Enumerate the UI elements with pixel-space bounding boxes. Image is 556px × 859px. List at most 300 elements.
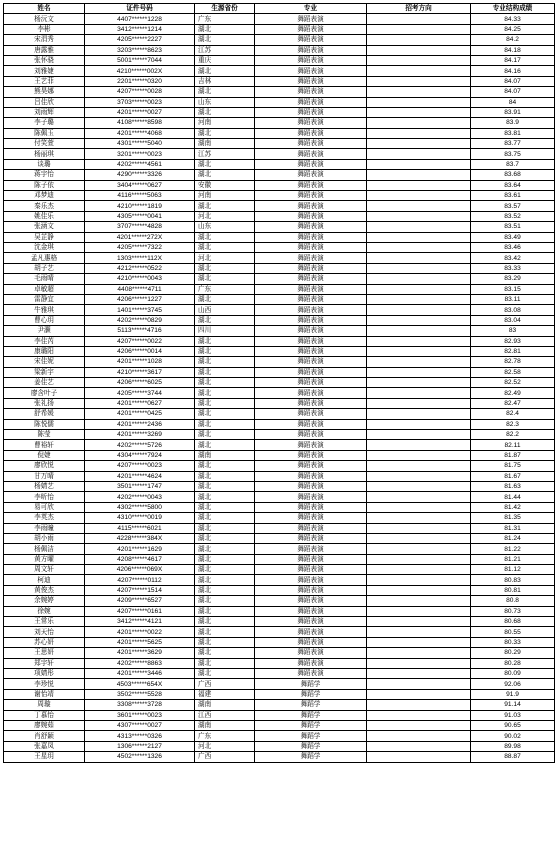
cell-id: 4207******0112 [85,575,195,585]
cell-direction [367,170,471,180]
cell-major: 舞蹈学 [255,700,367,710]
cell-direction [367,191,471,201]
cell-direction [367,242,471,252]
cell-province: 湖北 [195,585,255,595]
cell-id: 4206******0014 [85,346,195,356]
cell-id: 4305******0041 [85,211,195,221]
cell-score: 82.52 [471,378,555,388]
cell-major: 舞蹈表演 [255,170,367,180]
table-row [4,679,555,689]
cell-direction [367,419,471,429]
cell-score: 83.29 [471,274,555,284]
cell-major: 舞蹈表演 [255,35,367,45]
cell-name: 郑宇轩 [4,658,85,668]
cell-id: 3203******8623 [85,45,195,55]
cell-id: 4202******0829 [85,315,195,325]
cell-name: 徐婉 [4,606,85,616]
table-row [4,180,555,190]
cell-major: 舞蹈学 [255,679,367,689]
cell-province: 湖北 [195,242,255,252]
cell-name: 孟凡惠格 [4,253,85,263]
cell-score: 81.75 [471,461,555,471]
cell-name: 李子璐 [4,118,85,128]
cell-id: 4208******4617 [85,554,195,564]
cell-name: 舒希媛 [4,409,85,419]
table-row [4,617,555,627]
cell-name: 柯迪 [4,575,85,585]
cell-province: 湖北 [195,554,255,564]
cell-direction [367,575,471,585]
cell-score: 88.87 [471,752,555,762]
table-row [4,669,555,679]
cell-direction [367,596,471,606]
table-row [4,398,555,408]
cell-province: 湖北 [195,201,255,211]
cell-name: 陈莹 [4,430,85,440]
cell-id: 4201******272X [85,232,195,242]
cell-major: 舞蹈表演 [255,24,367,34]
cell-id: 4502******1326 [85,752,195,762]
cell-major: 舞蹈表演 [255,284,367,294]
cell-name: 易可欣 [4,502,85,512]
cell-name: 张嘉凤 [4,741,85,751]
cell-province: 河北 [195,741,255,751]
cell-direction [367,606,471,616]
cell-score: 82.81 [471,346,555,356]
table-row [4,284,555,294]
cell-province: 湖南 [195,720,255,730]
cell-score: 89.98 [471,741,555,751]
table-row [4,627,555,637]
header-score: 专业结构成绩 [471,4,555,14]
cell-score: 84.17 [471,55,555,65]
cell-province: 湖北 [195,461,255,471]
cell-score: 80.09 [471,669,555,679]
table-row [4,585,555,595]
cell-direction [367,66,471,76]
cell-direction [367,461,471,471]
table-row [4,731,555,741]
table-row [4,191,555,201]
cell-id: 3201******0023 [85,149,195,159]
cell-province: 湖北 [195,627,255,637]
cell-province: 湖北 [195,648,255,658]
cell-name: 蒋宇怡 [4,170,85,180]
cell-major: 舞蹈表演 [255,544,367,554]
cell-province: 湖北 [195,128,255,138]
cell-score: 83.61 [471,191,555,201]
table-row [4,689,555,699]
cell-score: 82.4 [471,409,555,419]
cell-name: 余婉婷 [4,596,85,606]
cell-major: 舞蹈学 [255,710,367,720]
cell-name: 雷静宜 [4,294,85,304]
cell-direction [367,232,471,242]
cell-major: 舞蹈表演 [255,315,367,325]
cell-major: 舞蹈表演 [255,76,367,86]
table-row [4,658,555,668]
table-row [4,471,555,481]
cell-major: 舞蹈学 [255,720,367,730]
cell-id: 4212******0522 [85,263,195,273]
cell-name: 杨婧艺 [4,481,85,491]
cell-score: 82.78 [471,357,555,367]
cell-score: 83.11 [471,294,555,304]
cell-name: 康璐阳 [4,346,85,356]
cell-direction [367,315,471,325]
table-row [4,159,555,169]
cell-id: 4210******3617 [85,367,195,377]
cell-major: 舞蹈表演 [255,118,367,128]
cell-province: 重庆 [195,55,255,65]
cell-major: 舞蹈表演 [255,336,367,346]
cell-id: 4201******4068 [85,128,195,138]
cell-id: 4201******3446 [85,669,195,679]
cell-major: 舞蹈表演 [255,481,367,491]
cell-name: 熊昊娜 [4,87,85,97]
cell-name: 杨丽琪 [4,149,85,159]
cell-score: 83.91 [471,107,555,117]
cell-major: 舞蹈表演 [255,606,367,616]
cell-score: 84.16 [471,66,555,76]
cell-province: 湖北 [195,159,255,169]
cell-score: 80.33 [471,637,555,647]
cell-id: 4207******0161 [85,606,195,616]
cell-direction [367,502,471,512]
cell-id: 4115******6021 [85,523,195,533]
cell-id: 4210******0043 [85,274,195,284]
cell-name: 牛雅琪 [4,305,85,315]
cell-score: 82.11 [471,440,555,450]
cell-id: 4207******0022 [85,336,195,346]
cell-score: 80.81 [471,585,555,595]
cell-province: 江西 [195,710,255,720]
cell-province: 湖北 [195,24,255,34]
table-row [4,492,555,502]
cell-province: 广东 [195,284,255,294]
table-row [4,606,555,616]
cell-province: 湖北 [195,637,255,647]
cell-direction [367,284,471,294]
cell-name: 陈子依 [4,180,85,190]
cell-id: 4207******0023 [85,461,195,471]
cell-direction [367,159,471,169]
cell-direction [367,263,471,273]
cell-major: 舞蹈表演 [255,139,367,149]
cell-major: 舞蹈表演 [255,533,367,543]
header-province: 生源省份 [195,4,255,14]
cell-direction [367,149,471,159]
table-row [4,139,555,149]
cell-name: 卓敏超 [4,284,85,294]
cell-major: 舞蹈表演 [255,617,367,627]
cell-id: 4116******5063 [85,191,195,201]
cell-id: 4108******8598 [85,118,195,128]
cell-province: 湖北 [195,378,255,388]
cell-id: 4201******4624 [85,471,195,481]
cell-id: 4201******5625 [85,637,195,647]
cell-major: 舞蹈表演 [255,575,367,585]
cell-direction [367,513,471,523]
cell-direction [367,118,471,128]
cell-score: 91.03 [471,710,555,720]
cell-direction [367,14,471,24]
cell-province: 湖北 [195,606,255,616]
cell-score: 84.2 [471,35,555,45]
cell-province: 湖北 [195,388,255,398]
table-row [4,346,555,356]
table-row [4,14,555,24]
cell-direction [367,565,471,575]
cell-score: 83.77 [471,139,555,149]
table-row [4,430,555,440]
cell-name: 廖婉茹 [4,720,85,730]
cell-province: 河北 [195,253,255,263]
cell-major: 舞蹈学 [255,741,367,751]
cell-direction [367,45,471,55]
cell-province: 湖北 [195,565,255,575]
cell-direction [367,388,471,398]
table-row [4,294,555,304]
cell-direction [367,398,471,408]
cell-direction [367,305,471,315]
header-id: 证件号码 [85,4,195,14]
cell-province: 山西 [195,305,255,315]
cell-direction [367,544,471,554]
cell-direction [367,294,471,304]
cell-name: 梁新宇 [4,367,85,377]
table-row [4,336,555,346]
cell-major: 舞蹈表演 [255,440,367,450]
cell-name: 周文轩 [4,565,85,575]
cell-major: 舞蹈学 [255,752,367,762]
cell-direction [367,741,471,751]
cell-name: 邓梦迪 [4,191,85,201]
cell-province: 湖北 [195,596,255,606]
cell-name: 唐露雅 [4,45,85,55]
cell-direction [367,700,471,710]
cell-score: 81.63 [471,481,555,491]
cell-id: 4304******7924 [85,450,195,460]
cell-id: 4206******069X [85,565,195,575]
table-row [4,575,555,585]
cell-direction [367,523,471,533]
cell-direction [367,627,471,637]
table-row [4,253,555,263]
cell-direction [367,440,471,450]
table-row [4,274,555,284]
cell-score: 82.93 [471,336,555,346]
cell-province: 湖北 [195,481,255,491]
header-name: 姓名 [4,4,85,14]
cell-name: 姜佳艺 [4,378,85,388]
cell-name: 吴芷静 [4,232,85,242]
cell-name: 王星玥 [4,752,85,762]
cell-province: 山东 [195,97,255,107]
table-row [4,710,555,720]
cell-id: 4206******1227 [85,294,195,304]
cell-major: 舞蹈表演 [255,222,367,232]
cell-province: 福建 [195,689,255,699]
cell-province: 河北 [195,211,255,221]
cell-province: 湖北 [195,263,255,273]
table-row [4,533,555,543]
cell-name: 毛雨晴 [4,274,85,284]
cell-id: 4210******002X [85,66,195,76]
cell-direction [367,222,471,232]
cell-province: 湖北 [195,398,255,408]
cell-province: 湖北 [195,274,255,284]
cell-id: 4201******1028 [85,357,195,367]
cell-direction [367,378,471,388]
cell-major: 舞蹈学 [255,731,367,741]
cell-score: 91.9 [471,689,555,699]
cell-direction [367,76,471,86]
cell-province: 广西 [195,752,255,762]
cell-name: 王常乐 [4,617,85,627]
cell-major: 舞蹈表演 [255,305,367,315]
cell-score: 83.68 [471,170,555,180]
cell-id: 4205******7322 [85,242,195,252]
cell-id: 4205******3744 [85,388,195,398]
header-direction: 招考方向 [367,4,471,14]
cell-name: 胡小雨 [4,533,85,543]
cell-major: 舞蹈表演 [255,585,367,595]
cell-id: 5001******7044 [85,55,195,65]
cell-major: 舞蹈表演 [255,492,367,502]
cell-id: 5113******4716 [85,326,195,336]
cell-id: 1303******112X [85,253,195,263]
cell-major: 舞蹈表演 [255,97,367,107]
cell-province: 江苏 [195,45,255,55]
cell-province: 河南 [195,191,255,201]
table-row [4,513,555,523]
cell-direction [367,492,471,502]
cell-name: 宋涓秀 [4,35,85,45]
cell-major: 舞蹈学 [255,689,367,699]
cell-province: 湖北 [195,346,255,356]
cell-major: 舞蹈表演 [255,66,367,76]
cell-name: 刘雅婕 [4,66,85,76]
cell-id: 4201******0627 [85,398,195,408]
cell-score: 84.07 [471,76,555,86]
table-row [4,523,555,533]
cell-name: 张怀骁 [4,55,85,65]
cell-direction [367,450,471,460]
cell-direction [367,253,471,263]
cell-score: 83 [471,326,555,336]
table-row [4,648,555,658]
cell-province: 湖北 [195,617,255,627]
table-row [4,637,555,647]
cell-name: 付笑萱 [4,139,85,149]
cell-province: 广东 [195,14,255,24]
cell-name: 杨沅文 [4,14,85,24]
cell-name: 张涵文 [4,222,85,232]
cell-major: 舞蹈表演 [255,346,367,356]
cell-major: 舞蹈表演 [255,596,367,606]
cell-direction [367,752,471,762]
table-row [4,315,555,325]
cell-major: 舞蹈表演 [255,523,367,533]
cell-major: 舞蹈表演 [255,274,367,284]
cell-score: 82.2 [471,430,555,440]
cell-score: 83.57 [471,201,555,211]
table-row [4,222,555,232]
table-row [4,388,555,398]
cell-score: 84.18 [471,45,555,55]
table-row [4,326,555,336]
cell-score: 83.9 [471,118,555,128]
table-row [4,565,555,575]
cell-name: 苏心妍 [4,637,85,647]
table-row [4,596,555,606]
cell-major: 舞蹈表演 [255,378,367,388]
cell-direction [367,24,471,34]
cell-id: 4407******1228 [85,14,195,24]
cell-direction [367,648,471,658]
table-row [4,263,555,273]
cell-name: 胡子艺 [4,263,85,273]
table-row [4,107,555,117]
cell-province: 湖北 [195,658,255,668]
cell-score: 80.55 [471,627,555,637]
cell-score: 80.83 [471,575,555,585]
cell-major: 舞蹈表演 [255,669,367,679]
cell-major: 舞蹈表演 [255,450,367,460]
cell-score: 81.22 [471,544,555,554]
cell-name: 吕佳欣 [4,97,85,107]
cell-id: 4202******0043 [85,492,195,502]
cell-province: 广西 [195,679,255,689]
table-row [4,481,555,491]
cell-id: 4290******3326 [85,170,195,180]
cell-direction [367,731,471,741]
cell-direction [367,637,471,647]
cell-direction [367,554,471,564]
cell-name: 尹灏 [4,326,85,336]
cell-name: 项婧彤 [4,669,85,679]
cell-score: 80.68 [471,617,555,627]
cell-score: 80.8 [471,596,555,606]
cell-province: 吉林 [195,76,255,86]
cell-major: 舞蹈表演 [255,180,367,190]
cell-name: 甘万晴 [4,471,85,481]
cell-score: 91.14 [471,700,555,710]
cell-score: 84.07 [471,87,555,97]
cell-score: 84 [471,97,555,107]
cell-major: 舞蹈表演 [255,14,367,24]
table-row [4,544,555,554]
cell-major: 舞蹈表演 [255,107,367,117]
cell-direction [367,128,471,138]
cell-id: 4201******0027 [85,107,195,117]
cell-score: 81.21 [471,554,555,564]
table-row [4,741,555,751]
cell-direction [367,55,471,65]
table-row [4,232,555,242]
cell-id: 3601******0023 [85,710,195,720]
cell-score: 83.04 [471,315,555,325]
cell-score: 83.7 [471,159,555,169]
cell-id: 4307******0027 [85,720,195,730]
cell-major: 舞蹈表演 [255,211,367,221]
cell-province: 山东 [195,222,255,232]
cell-name: 王艺菲 [4,76,85,86]
cell-name: 曹裕轩 [4,440,85,450]
cell-score: 80.73 [471,606,555,616]
cell-score: 82.47 [471,398,555,408]
